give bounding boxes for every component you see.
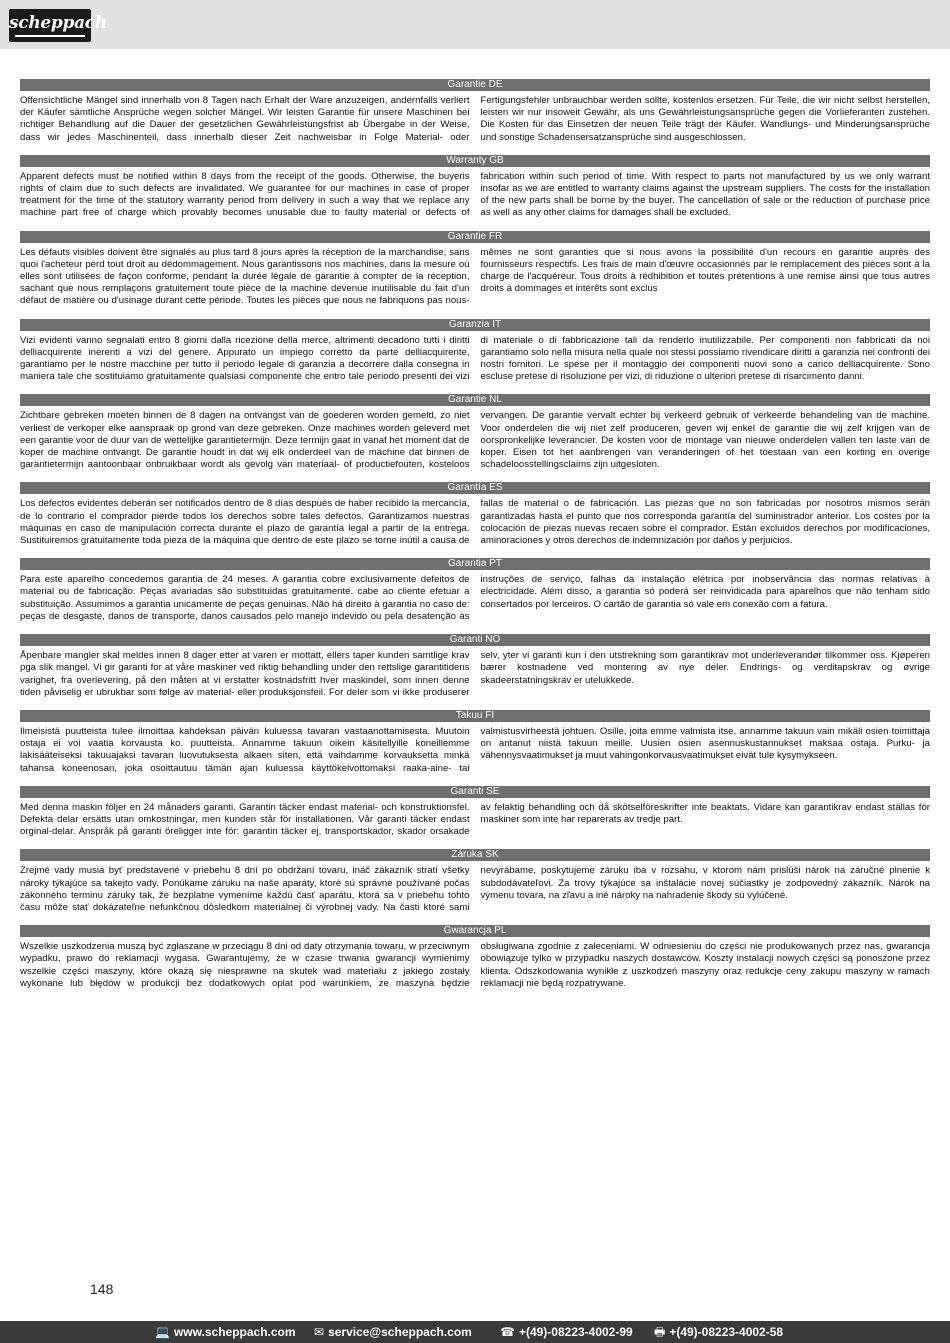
section-it [20,319,930,384]
section-text: Wszelkie uszkodzenia muszą być zgłaszane w przeciągu 8 dni od daty otrzymania towaru, w przeciwnym wypadku, prawo do reklamacji wygasa. Gwarantujemy, że w czasie trwania gwarancji wymienimy wszelkie części maszyny, które okażą się niesprawne na skutek wad materiału z jakiego zostały wykonane lub błędów w produkcji bez dodatkowych oplat pod warunkiem, że maszyna będzie obsługiwana zgodnie z zaleceniami. W odniesieniu do części nie produkowanych przez nas, gwarancja obowiązuje tylko w przypadku naszych dostawców. Koszty instalacji nowych części są ponoszone przez klienta. Odszkodowania wynikłe z uszkodzeń maszyny oraz redukcje ceny zakupu maszyny w ramach reklamacji nie będą rozpatrywane. [20,941,930,989]
phone-number: +(49)-08223-4002-99 [518,1325,633,1339]
section-title: Garantie NL [20,394,930,406]
section-text: Ilmeisistä puutteista tulee ilmoittaa kahdeksan päivän kuluessa tavaran vastaanottamisesta. Muutoin ostaja ei voi vaatia korvausta ko. puutteista. Annamme takuun oikein käsitellyille koneillemme lakisääteiseksi takuuajaksi tavaran luovutuksesta alkaen siten, että vaihdamme korvauksetta minkä tahansa koneenosan, joka osoittautuu tämän ajan kuluessa käyttökelvottomaksi raaka-aine- tai valmistusvirheestä johtuen. Osille, joita emme valmista itse, annamme takuun vain mikäli osien toimittaja on antanut niistä takuun meille. Uusien osien asennuskustannukset maksaa ostaja. Purku- ja vähennysvaatimukset ja muut vahingonkorvausvaatimukset eivät tule kysymykseen. [20,725,930,774]
section-title: Záruka SK [20,849,930,861]
section-text: Med denna maskin följer en 24 månaders garanti. Garantin täcker endast material- och konstruktionsfel. Defekta delar ersätts utan omkostningar, men kunden står för installationen. Vår garanti täcker endast orginal-delar. Anspråk på garanti öreligger inte för: garantin täcker ej, transportskador, skador orsakade av felaktig behandling och då skötselföreskrifter inte beaktats. Vidare kan garantikrav endast ställas för maskiner som inte har reparerats av tredje part. [20,801,930,838]
footer-website[interactable] [155,1321,296,1343]
section-title: Garanzia IT [20,319,930,331]
section-text: Zichtbare gebreken moeten binnen de 8 dagen na ontvangst van de goederen worden gemeld, zo niet verliest de verkoper elke aanspraak op grond van deze gebreken. Onze machines worden geleverd met een garantie voor de duur van de wettelijke garantietermijn. Deze termijn gaat in vanaf het moment dat de koper de machine ontvangt. De garantie houdt in dat wij elk onderdeel van de machine dat binnen de garantietermijn aantoonbaar onbruikbaar wordt als gevolg van materiaal- of productiefouten, kosteloos vervangen. De garantie vervalt echter bij verkeerd gebruik of verkeerde behandeling van de machine. Voor onderdelen die wij niet zelf produceren, geven wij enkel de garantie die wij zelf krijgen van de oorspronkelijke leverancier. De kosten voor de montage van nieuwe onderdelen vallen ten laste van de koper. Eisen tot het aanbrengen van veranderingen of het toestaan van een korting en overige schadeloosstellingsclaims zijn uitgesloten. [20,410,930,471]
section-title: Garanti NO [20,634,930,646]
section-text: Les défauts visibles doivent être signalés au plus tard 8 jours après la réception de la marchandise, sans quoi l'acheteur perd tout droit au dédommagement. Nous garantissons nos machines, dans la mesure où elles sont utilisées de façon conforme, pendant la durée légale de garantie à compter de la réception, sachant que nous remplaçons gratuitement toute pièce de la machine devenue inutilisable du fait d'un défaut de matière ou d'usinage durant cette période. Toutes les pièces que nous ne fabriquons pas nous-mêmes ne sont garanties que si nous avons la possibilité d'un recours en garantie auprès des fournisseurs respectifs. Les frais de main d'œuvre occasionnés par le remplacement des pièces sont à la charge de l'acquéreur. Tous droits à rédhibition et toutes prétentions à une remise ainsi que tous autres droits à dommages et intérêts sont exclus [20,246,930,307]
footer-fax [654,1321,783,1343]
section-text: Åpenbare mangler skal meldes innen 8 dager etter at varen er mottatt, ellers taper kunden samtlige krav pga slik mangel. Vi gir garanti for at våre maskiner ved riktig behandling under den rettslige garantitidens varighet, fra overlevering, på den måten at vi erstatter kostnadsfritt hver maskindel, som innen denne tiden påviselig er ubrukbar som følge av material- eller produksjonsfeil. For deler som vi ikke produserer selv, yter vi garanti kun i den utstrekning som garantikrav mot underleverandør tilkommer oss. Kjøperen bærer kostnadene ved montering av nye deler. Endrings- og verditapskrav og øvrige skadeerstatningskrav er utelukkede. [20,650,930,698]
section-title: Garantie DE [20,79,930,91]
page-number: 148 [90,1281,114,1297]
section-text: Los defectos evidentes deberán ser notificados dentro de 8 días después de haber recibido la mercancía, de lo contrario el comprador pierde todos los derechos sobre tales defectos. Garantizamos nuestras máquinas en caso de manipulación correcta durante el plazo de garantía legal a partir de la entrega. Sustituiremos gratuitamente toda pieza de la máquina que dentro de este plazo se torne inútil a causa de fallas de material o de fabricación. Las piezas que no son fabricadas por nosotros mismos serán garantizadas hasta el punto que nos corresponda garantía del suministrador anterior. Los costes por la colocación de piezas nuevas recaen sobre el comprador. Están excluidos derechos por modificaciones, aminoraciones y otros derechos de indemnización por daños y perjuicios. [20,498,930,547]
section-text: Zrejmé vady musia byť predstavené v priebehu 8 dní po obdržaní tovaru, ináč zákazník stratí všetky nároky týkajúce sa takejto vady. Ponúkame záruku na naše aparáty, ktoré sú správne používané počas zákonného terminu záruky tak, že bezplatne vymeníme každú časť aparátu, ktorá sa v priebehu tohto času môže stať dokázateľne nefunkčnou dôsledkom materiálnej či výrobnej vady. Na časti ktoré sami nevyrábame, poskytujeme záruku iba v rozsahu, v ktorom nám prislúši nárok na záručné plnenie k subdodávateľovi. Za trovy týkajúce sa inštalácie novej súčiastky je zodpovedný zákazník. Nárok na výmenu tovara, na zľavu a iné nároky na nahradenie škody sú vylúčené. [20,865,930,913]
phone-icon: ☎ [500,1325,515,1339]
section-fr [20,231,930,308]
section-nl [20,394,930,471]
section-gb [20,155,930,220]
section-title: Garantia PT [20,558,930,570]
section-title: Takuu FI [20,710,930,722]
section-title: Gwarancja PL [20,925,930,937]
footer-phone [500,1321,633,1343]
fax-icon: 🖶 [654,1325,666,1339]
website-link[interactable]: www.scheppach.com [173,1325,296,1339]
section-se [20,786,930,839]
mail-icon: ✉ [314,1325,325,1339]
fax-number: +(49)-08223-4002-58 [669,1325,784,1339]
header-bar [0,0,950,49]
section-fi [20,710,930,775]
section-text: Apparent defects must be notified within 8 days from the receipt of the goods. Otherwise, the buyeris rights of claim due to such defects are invalidated. We guarantee for our machines in case of proper treatment for the time of the statutory warranty period from delivery in such a way that we replace any machine part free of charge which provably becomes unusable due to faulty material or defects of fabrication within such period of time. With respect to parts not manufactured by us we only warrant insofar as we are entitled to warranty claims against the upstream suppliers. The costs for the installation of the new parts shall be borne by the buyer. The cancellation of sale or the reduction of purchase price as well as any other claims for damages shall be excluded. [20,170,930,219]
section-no [20,634,930,699]
logo-underline [15,35,85,37]
section-pt [20,558,930,623]
section-text: Offensichtliche Mängel sind innerhalb von 8 Tagen nach Erhalt der Ware anzuzeigen, andernfalls verliert der Käufer sämtliche Ansprüche wegen solcher Mängel. Wir leisten Garantie für unsere Maschinen bei richtiger Behandlung auf die Dauer der gesetzlichen Gewährleistungsfrist ab Übergabe in der Weise, dass wir jedes Maschinenteil, dass innerhalb dieser Zeit nachweisbar in Folge Material- oder Fertigungsfehler unbrauchbar werden sollte, kostenlos ersetzen. Für Teile, die wir nicht selbst herstellen, leisten wir nur insoweit Gewähr, als uns Gewährleistungsansprüche gegen die Vorlieferanten zustehen. Die Kosten für das Einsetzen der neuen Teile trägt der Käufer. Wandlungs- und Minderungsansprüche und sonstige Schadensersatzansprüche sind ausgeschlossen. [20,95,930,143]
section-text: Para este aparelho concedemos garantia de 24 meses. A garantia cobre exclusivamente defeitos de material ou de fabricação. Peças avariadas são substituidas gratuitamente. cabe ao cliente efetuar a substituição. Assumimos a garantia unicamente de peças genuinas. Não há direito à garantia no caso de: peças de desgaste, danos de transporte, danos causados pelo manejo indevido ou pela desatenção às instruções de serviço, falhas da instalação elétrica por inobservância das normas relativas à electricidade. Além disso, a garantia só poderá ser reinvidicada para aparelhos que não tenham sido consertados por lerceiros. O cartão de garantia só vale em conexão com a fatura. [20,574,930,622]
section-es [20,482,930,547]
section-de [20,79,930,144]
section-sk [20,849,930,914]
scheppach-logo[interactable] [9,9,107,42]
section-pl [20,925,930,990]
section-title: Garantía ES [20,482,930,494]
section-title: Garanti SE [20,786,930,798]
footer-bar [0,1321,950,1343]
section-text: Vizi evidenti vanno segnalati entro 8 giorni dalla ricezione della merce, altrimenti decadono tutti i diritti delliacquirente inerenti a vizi del genere. Appurato un impiego corretto da parte delliacquirente, garantiamo per le nostre macchine per tutto il periodo legale di garanzia a decorrere dalla consegna in maniera tale che sostituiamo gratuitamente qualsiasi componente che entro tale periodo presenti dei vizi di materiale o di fabbricazione tali da renderlo inutilizzabile. Per componenti non fabbricati da noi garantiamo solo nella misura nella quale noi stessi possiamo rivendicare diritti a garanzia nei confronti dei nostri fornitori. Le spese per il montaggio dei componenti nuovi sono a carico delliacquirente. Sono escluse pretese di risoluzione per vizi, di riduzione o ulteriori pretese di risarcimento danni. [20,334,930,383]
logo-text: scheppach [9,13,107,33]
email-link[interactable]: service@scheppach.com [328,1325,472,1339]
section-title: Warranty GB [20,155,930,167]
section-title: Garantie FR [20,231,930,243]
footer-email[interactable] [314,1321,472,1343]
computer-icon: 💻 [155,1325,170,1339]
warranty-sections [20,79,930,1001]
